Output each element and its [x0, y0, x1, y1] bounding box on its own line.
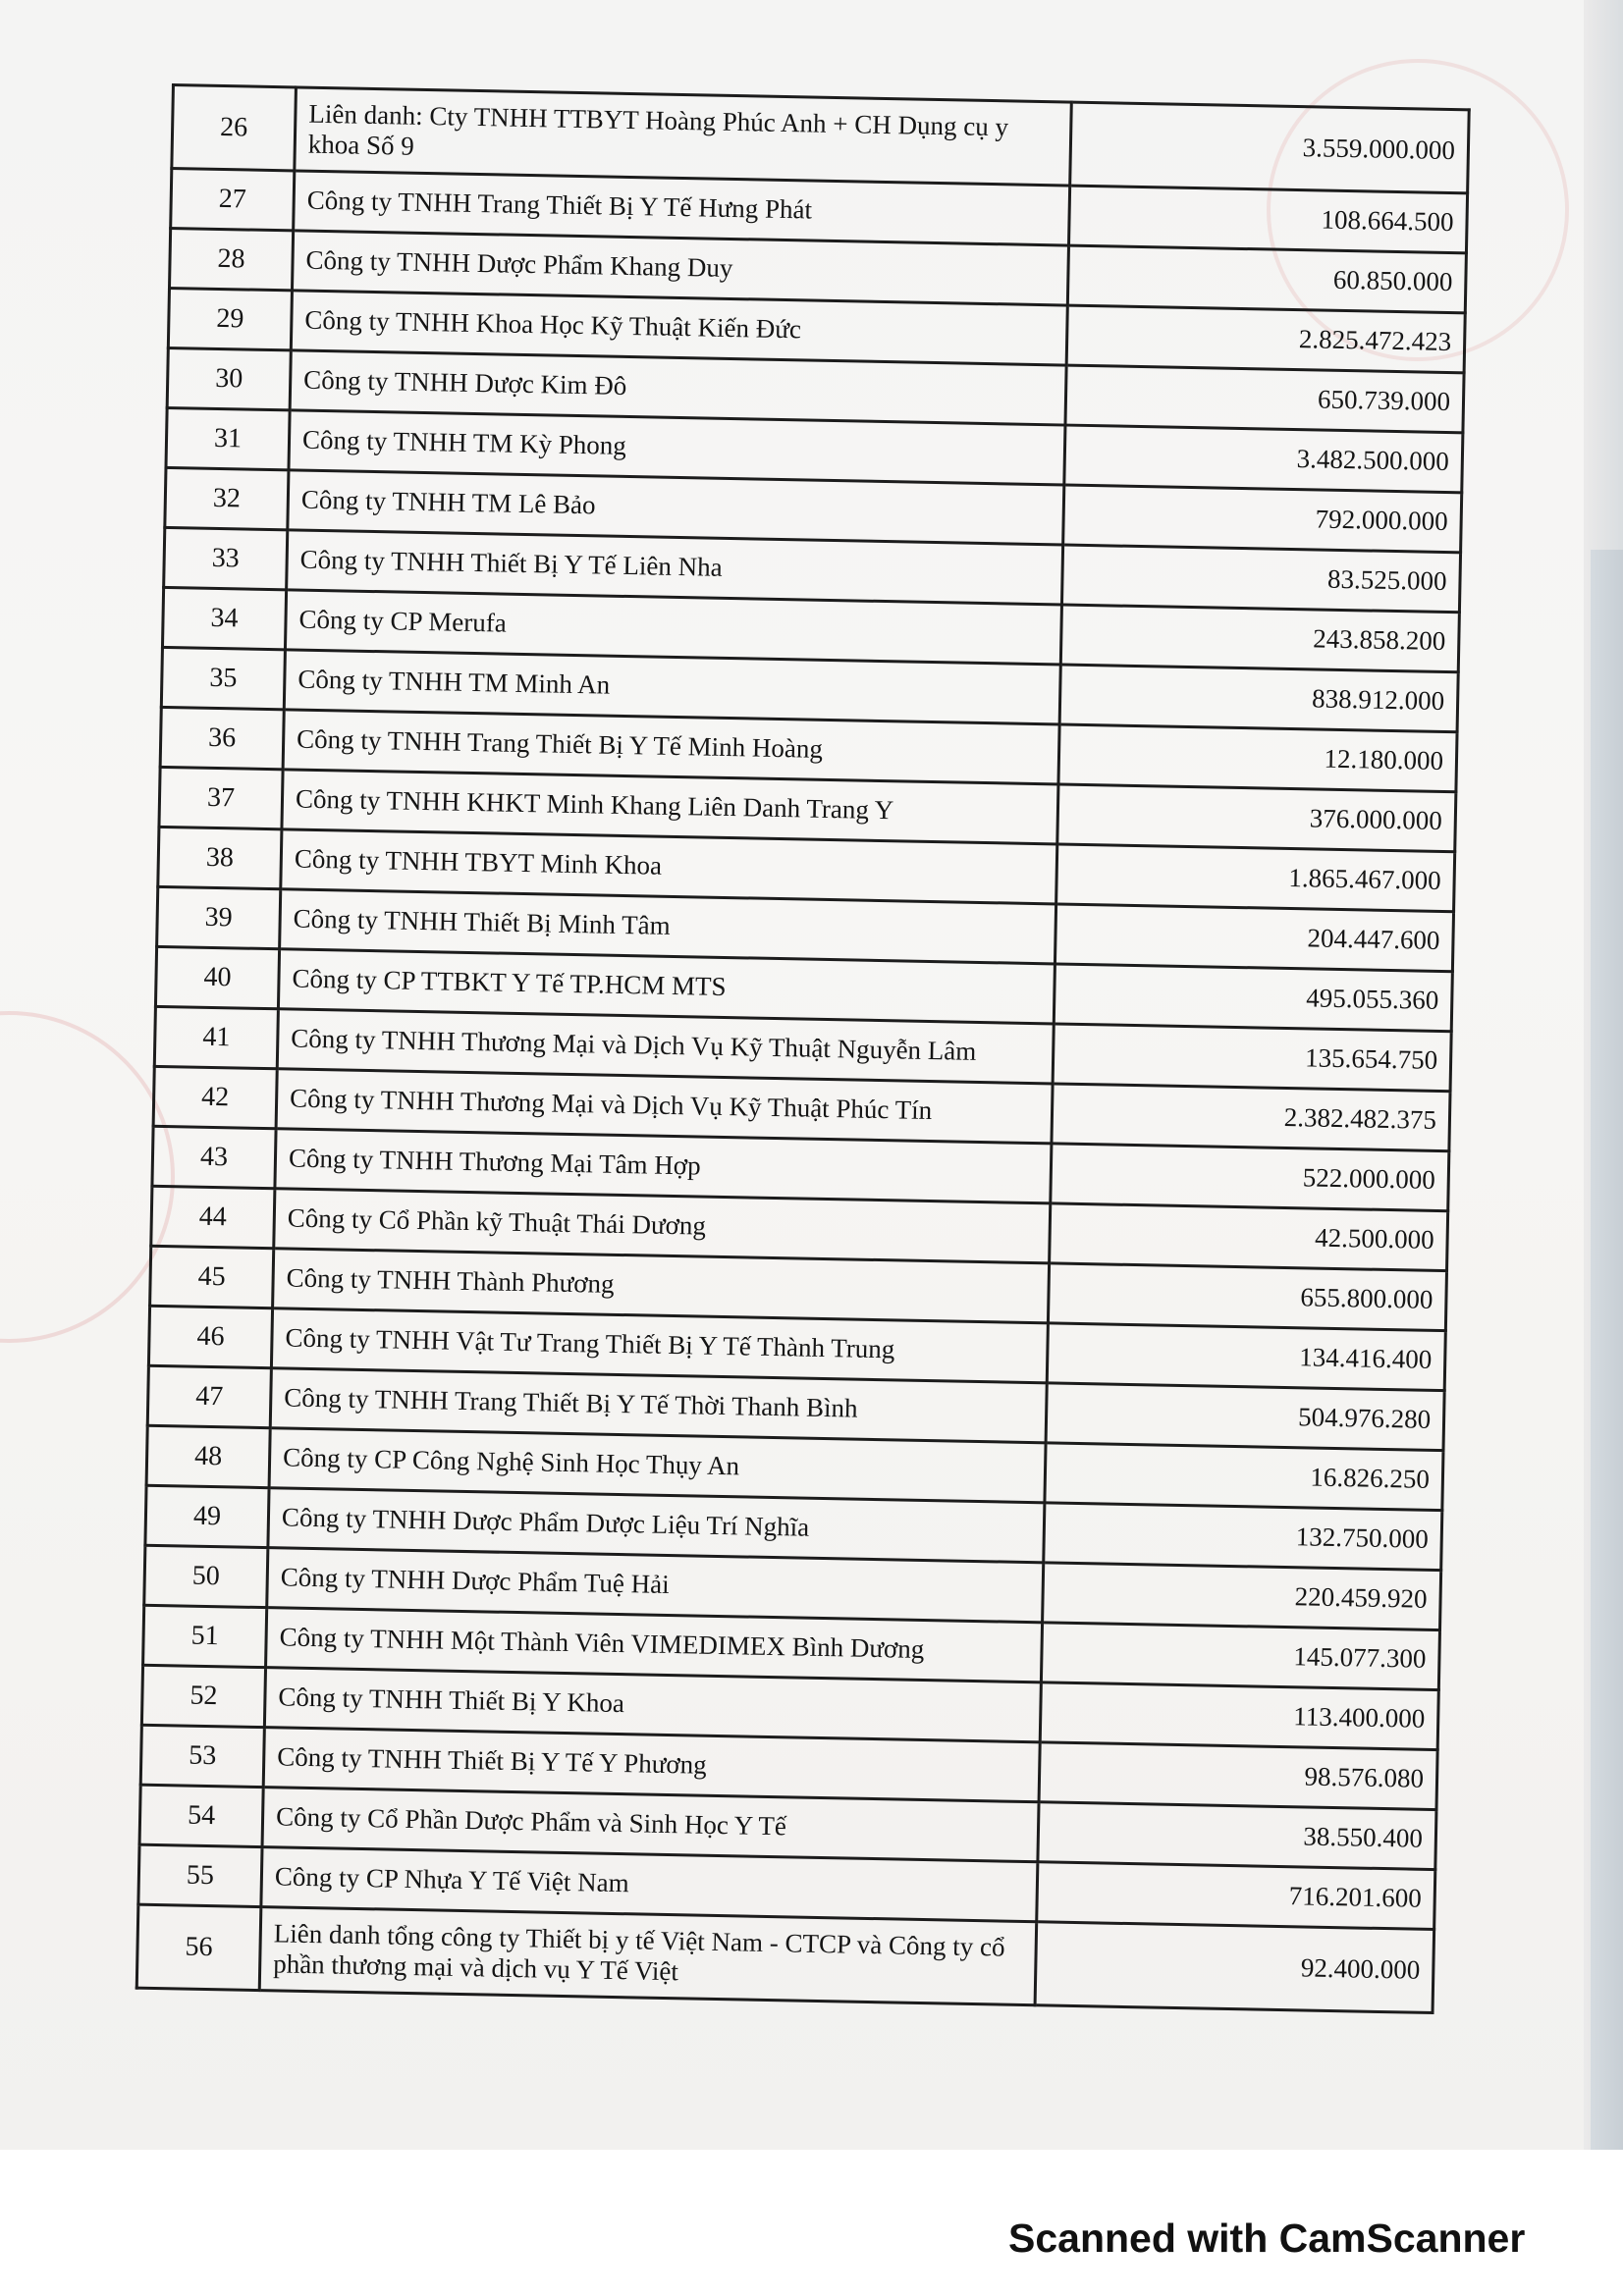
- company-name: Công ty TNHH TM Minh An: [284, 650, 1060, 724]
- row-number: 42: [153, 1066, 277, 1128]
- row-number: 32: [165, 467, 289, 529]
- company-name: Công ty TNHH Thương Mại Tâm Hợp: [275, 1129, 1052, 1203]
- contract-amount: 16.826.250: [1045, 1443, 1443, 1511]
- company-name: Công ty TNHH Trang Thiết Bị Y Tế Thời Thanh Bình: [270, 1368, 1047, 1443]
- contract-amount: 716.201.600: [1037, 1862, 1435, 1930]
- contract-amount: 1.865.467.000: [1056, 844, 1455, 912]
- row-number: 48: [146, 1425, 270, 1487]
- company-name: Công ty TNHH Thành Phương: [273, 1249, 1050, 1323]
- row-number: 46: [148, 1306, 272, 1367]
- company-name: Công ty TNHH KHKT Minh Khang Liên Danh Trang Y: [282, 770, 1058, 844]
- row-number: 43: [152, 1126, 276, 1188]
- contract-amount: 2.382.482.375: [1052, 1084, 1450, 1151]
- contract-amount: 243.858.200: [1060, 605, 1459, 672]
- company-name: Công ty CP Nhựa Y Tế Việt Nam: [261, 1847, 1038, 1922]
- contract-amount: 92.400.000: [1035, 1922, 1434, 2013]
- row-number: 50: [144, 1545, 268, 1607]
- contract-amount: 495.055.360: [1054, 964, 1452, 1032]
- row-number: 27: [171, 169, 295, 231]
- row-number: 36: [160, 707, 284, 769]
- contract-amount: 655.800.000: [1048, 1263, 1446, 1331]
- company-name: Công ty Cổ Phần kỹ Thuật Thái Dương: [274, 1189, 1051, 1263]
- row-number: 28: [169, 229, 293, 291]
- row-number: 56: [136, 1904, 261, 1990]
- contract-amount: 134.416.400: [1047, 1323, 1445, 1391]
- contract-amount: 2.825.472.423: [1066, 305, 1465, 373]
- row-number: 34: [162, 587, 286, 649]
- company-name: Công ty TNHH Thương Mại và Dịch Vụ Kỹ Thuật Nguyễn Lâm: [277, 1009, 1054, 1084]
- contract-amount: 135.654.750: [1053, 1024, 1451, 1092]
- company-name: Công ty TNHH Thương Mại và Dịch Vụ Kỹ Thuật Phúc Tín: [276, 1069, 1053, 1144]
- company-name: Công ty CP TTBKT Y Tế TP.HCM MTS: [278, 949, 1055, 1024]
- row-number: 35: [161, 647, 285, 709]
- row-number: 55: [138, 1844, 262, 1906]
- row-number: 44: [151, 1186, 275, 1248]
- company-name: Công ty TNHH Thiết Bị Y Tế Liên Nha: [287, 530, 1063, 605]
- contract-amount: 98.576.080: [1039, 1742, 1437, 1810]
- row-number: 31: [166, 407, 290, 469]
- row-number: 49: [145, 1485, 269, 1547]
- company-name: Công ty CP Merufa: [285, 590, 1061, 665]
- company-name: Công ty Cổ Phần Dược Phẩm và Sinh Học Y Tế: [262, 1788, 1039, 1862]
- company-name: Công ty TNHH TM Lê Bảo: [288, 470, 1064, 545]
- row-number: 51: [143, 1605, 267, 1667]
- row-number: 45: [150, 1246, 274, 1308]
- contractor-table-wrapper: [135, 83, 1468, 2014]
- company-name: Công ty TNHH Vật Tư Trang Thiết Bị Y Tế Thành Trung: [271, 1308, 1048, 1383]
- company-name: Công ty TNHH TBYT Minh Khoa: [281, 829, 1057, 904]
- row-number: 52: [141, 1665, 265, 1727]
- contract-amount: 650.739.000: [1065, 365, 1464, 433]
- company-name: Công ty TNHH Thiết Bị Minh Tâm: [280, 889, 1056, 964]
- contract-amount: 504.976.280: [1046, 1383, 1444, 1451]
- row-number: 33: [164, 527, 288, 589]
- contract-amount: 3.482.500.000: [1064, 425, 1463, 493]
- company-name: Công ty TNHH Thiết Bị Y Khoa: [264, 1668, 1041, 1742]
- row-number: 47: [147, 1365, 271, 1427]
- company-name: Công ty TNHH Dược Phẩm Khang Duy: [292, 231, 1068, 305]
- contract-amount: 204.447.600: [1055, 904, 1453, 972]
- contract-amount: 132.750.000: [1044, 1503, 1442, 1571]
- company-name: Công ty TNHH Trang Thiết Bị Y Tế Minh Hoàng: [283, 710, 1059, 784]
- company-name: Công ty CP Công Nghệ Sinh Học Thụy An: [269, 1428, 1046, 1503]
- row-number: 53: [140, 1725, 264, 1787]
- contract-amount: 522.000.000: [1051, 1144, 1449, 1211]
- company-name: Công ty TNHH Trang Thiết Bị Y Tế Hưng Phát: [294, 171, 1070, 245]
- row-number: 54: [139, 1785, 263, 1846]
- contract-amount: 12.180.000: [1058, 724, 1457, 792]
- row-number: 41: [154, 1006, 278, 1068]
- row-number: 30: [167, 347, 291, 409]
- contractor-table: [135, 83, 1471, 2014]
- row-number: 29: [168, 288, 292, 349]
- scanner-watermark: Scanned with CamScanner: [1008, 2216, 1526, 2261]
- company-name: Công ty TNHH Thiết Bị Y Tế Y Phương: [263, 1728, 1040, 1802]
- row-number: 26: [172, 85, 297, 171]
- company-name: Công ty TNHH Khoa Học Kỹ Thuật Kiến Đức: [291, 291, 1067, 365]
- contract-amount: 376.000.000: [1057, 784, 1456, 852]
- row-number: 38: [158, 827, 282, 888]
- contract-amount: 145.077.300: [1041, 1623, 1439, 1690]
- page-fold-edge: [1591, 550, 1623, 2150]
- company-name: Liên danh tổng công ty Thiết bị y tế Việt Nam - CTCP và Công ty cổ phần thương mại và dịch vụ Y Tế Việt: [259, 1907, 1036, 2005]
- contract-amount: 838.912.000: [1059, 665, 1458, 732]
- company-name: Công ty TNHH Một Thành Viên VIMEDIMEX Bình Dương: [266, 1608, 1043, 1682]
- row-number: 37: [159, 767, 283, 828]
- company-name: Công ty TNHH TM Kỳ Phong: [289, 410, 1065, 485]
- contract-amount: 792.000.000: [1063, 485, 1462, 553]
- contract-amount: 220.459.920: [1043, 1563, 1441, 1630]
- contract-amount: 108.664.500: [1068, 186, 1467, 253]
- contract-amount: 83.525.000: [1061, 545, 1460, 613]
- row-number: 40: [155, 946, 279, 1008]
- contract-amount: 113.400.000: [1040, 1682, 1438, 1750]
- company-name: Công ty TNHH Dược Kim Đô: [290, 350, 1066, 425]
- contract-amount: 42.500.000: [1050, 1203, 1448, 1271]
- company-name: Liên danh: Cty TNHH TTBYT Hoàng Phúc Anh + CH Dụng cụ y khoa Số 9: [295, 87, 1071, 186]
- contract-amount: 3.559.000.000: [1070, 102, 1470, 193]
- row-number: 39: [157, 886, 281, 948]
- company-name: Công ty TNHH Dược Phẩm Dược Liệu Trí Nghĩa: [268, 1488, 1045, 1563]
- company-name: Công ty TNHH Dược Phẩm Tuệ Hải: [267, 1548, 1044, 1623]
- contract-amount: 38.550.400: [1038, 1802, 1436, 1870]
- contract-amount: 60.850.000: [1067, 245, 1466, 313]
